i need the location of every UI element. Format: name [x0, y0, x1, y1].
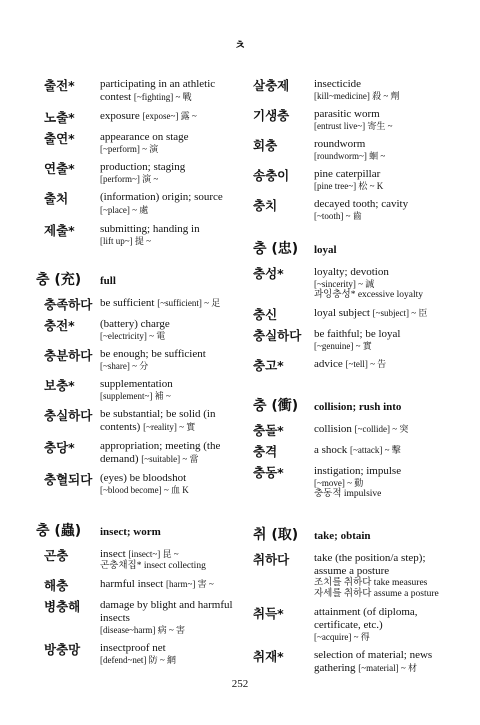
section-heading: [253, 238, 453, 258]
definition-text: be faithful; be loyal: [314, 328, 401, 340]
definition-text: loyal subject: [314, 307, 370, 319]
section-meaning: insect; worm: [100, 526, 161, 538]
definition-text: insect: [100, 548, 126, 560]
headword: 연출*: [44, 161, 75, 176]
definition-text: (eyes) be bloodshot: [100, 472, 187, 484]
gloss: [kill~medicine] 殺 ~ 劑: [314, 91, 400, 101]
definition: [314, 423, 453, 438]
definition: [100, 472, 248, 496]
definition: [314, 266, 453, 301]
entry: [36, 318, 248, 342]
definition: [100, 642, 248, 666]
headword: 출연*: [44, 131, 75, 146]
definition-text: be enough; be sufficient: [100, 348, 206, 360]
entry: [253, 266, 453, 301]
headword: 송충이: [253, 168, 290, 183]
definition-text: selection of material; news gathering: [314, 649, 433, 674]
gloss: [entrust live~] 寄生 ~: [314, 121, 393, 131]
entry: [36, 131, 248, 155]
section-syllable: 충 (蟲): [36, 523, 82, 539]
definition-text: submitting; handing in: [100, 223, 200, 235]
definition: [100, 408, 248, 434]
gloss: [~blood become] ~ 血 K: [100, 485, 189, 495]
left-column: [36, 78, 248, 672]
headword: 충격: [253, 444, 278, 459]
entry: [253, 198, 453, 222]
sub-entry: 곤충채집* insect collecting: [100, 561, 206, 571]
definition-text: insectproof net: [100, 642, 166, 654]
definition: [314, 444, 453, 459]
definition-text: decayed tooth; cavity: [314, 198, 409, 210]
gloss: [~suitable] ~ 當: [141, 454, 199, 464]
definition-text: participating in an athletic contest: [100, 78, 216, 103]
section-heading: [253, 524, 453, 544]
entry: [36, 440, 248, 466]
headword: 출전*: [44, 78, 75, 93]
headword: 살충제: [253, 78, 290, 93]
headword: 충치: [253, 198, 278, 213]
definition: [314, 307, 453, 322]
gloss: [~tooth] ~ 齒: [314, 211, 362, 221]
headword: 충당*: [44, 440, 75, 455]
gloss: [pine tree~] 松 ~ K: [314, 181, 384, 191]
headword: 충실하다: [253, 328, 302, 343]
section-syllable: 충 (忠): [253, 241, 299, 257]
definition: [100, 599, 248, 636]
definition: [100, 378, 248, 402]
entry: [36, 642, 248, 666]
definition-text: supplementation: [100, 378, 173, 390]
definition-text: pine caterpillar: [314, 168, 381, 180]
page-number: 252: [231, 678, 249, 690]
gloss: [~genuine] ~ 實: [314, 341, 372, 351]
definition-text: a shock: [314, 444, 348, 456]
entry: [253, 552, 453, 600]
definition-text: parasitic worm: [314, 108, 380, 120]
gloss: [~perform] ~ 演: [100, 144, 159, 154]
gloss: [expose~] 露 ~: [142, 111, 197, 121]
gloss: [~sincerity] ~ 誠: [314, 279, 375, 289]
definition: [100, 548, 248, 572]
entry: [253, 328, 453, 352]
entry: [253, 423, 453, 438]
headword: 충족하다: [44, 297, 93, 312]
definition: [314, 465, 453, 500]
definition: [100, 191, 248, 217]
headword: 해충: [44, 578, 69, 593]
gloss: [~move] ~ 動: [314, 478, 364, 488]
section-syllable: 충 (衝): [253, 398, 299, 414]
entry: [253, 649, 453, 675]
section-meaning: full: [100, 275, 116, 287]
definition-text: be substantial; be solid (in contents): [100, 408, 216, 433]
section-meaning: take; obtain: [314, 530, 371, 542]
entry: [253, 444, 453, 459]
definition: [314, 649, 453, 675]
section-heading: [36, 520, 248, 540]
headword: 충혈되다: [44, 472, 93, 487]
definition: [100, 297, 248, 312]
definition: [100, 110, 248, 125]
headword: 충성*: [253, 266, 284, 281]
headword: 병충해: [44, 599, 81, 614]
headword: 기생충: [253, 108, 290, 123]
definition: [100, 161, 248, 185]
headword: 노출*: [44, 110, 75, 125]
headword: 출처: [44, 191, 69, 206]
headword: 충돌*: [253, 423, 284, 438]
gloss: [supplement~] 補 ~: [100, 391, 171, 401]
headword: 충고*: [253, 358, 284, 373]
headword: 제출*: [44, 223, 75, 238]
entry: [253, 138, 453, 162]
definition: [100, 578, 248, 593]
entry: [36, 548, 248, 572]
definition-text: take (the position/a step); assume a posture: [314, 552, 426, 577]
definition: [314, 552, 453, 600]
entry: [36, 110, 248, 125]
definition: [100, 131, 248, 155]
definition: [100, 223, 248, 247]
gloss: [~fighting] ~ 戰: [133, 92, 192, 102]
headword: 방충망: [44, 642, 81, 657]
definition: [314, 198, 453, 222]
headword: 충신: [253, 307, 278, 322]
section-heading: [253, 395, 453, 415]
definition-text: loyalty; devotion: [314, 266, 389, 278]
definition-text: exposure: [100, 110, 140, 122]
entry: [253, 606, 453, 643]
entry: [253, 465, 453, 500]
definition-text: attainment (of diploma, certificate, etc.): [314, 606, 418, 631]
definition: [100, 78, 248, 104]
definition-text: roundworm: [314, 138, 366, 150]
gloss: [insect~] 昆 ~: [128, 549, 179, 559]
definition-text: advice: [314, 358, 343, 370]
gloss: [~material] ~ 材: [358, 663, 418, 673]
gloss: [disease~harm] 病 ~ 害: [100, 625, 185, 635]
headword: 충실하다: [44, 408, 93, 423]
entry: [36, 599, 248, 636]
gloss: [~electricity] ~ 電: [100, 331, 166, 341]
headword: 충전*: [44, 318, 75, 333]
definition-text: (battery) charge: [100, 318, 170, 330]
definition: [314, 78, 453, 102]
definition-text: insecticide: [314, 78, 362, 90]
entry: [36, 297, 248, 312]
definition-text: be sufficient: [100, 297, 155, 309]
definition-text: collision: [314, 423, 352, 435]
headword: 보충*: [44, 378, 75, 393]
entry: [36, 408, 248, 434]
gloss: [~acquire] ~ 得: [314, 632, 370, 642]
definition-text: harmful insect: [100, 578, 164, 590]
gloss: [roundworm~] 蛔 ~: [314, 151, 386, 161]
definition-text: appropriation; meeting (the demand): [100, 440, 221, 465]
definition: [314, 108, 453, 132]
definition: [100, 348, 248, 372]
definition-text: (information) origin; source: [100, 191, 223, 203]
entry: [36, 223, 248, 247]
right-column: [253, 78, 453, 681]
section-meaning: loyal: [314, 244, 337, 256]
definition: [314, 328, 453, 352]
entry: [36, 78, 248, 104]
gloss: [defend~net] 防 ~ 網: [100, 655, 176, 665]
gloss: [~subject] ~ 臣: [372, 308, 428, 318]
section-syllable: 충 (充): [36, 272, 82, 288]
entry: [253, 168, 453, 192]
definition: [314, 358, 453, 373]
gloss: [~collide] ~ 突: [354, 424, 409, 434]
gloss: [~reality] ~ 實: [143, 422, 196, 432]
definition: [314, 168, 453, 192]
definition: [314, 138, 453, 162]
sub-entry: 조치를 취하다 take measures: [314, 578, 428, 588]
gloss: [~tell] ~ 告: [345, 359, 387, 369]
entry: [36, 191, 248, 217]
headword: 취재*: [253, 649, 284, 664]
entry: [253, 307, 453, 322]
gloss: [lift up~] 提 ~: [100, 236, 151, 246]
sub-entry: 충동적 impulsive: [314, 489, 382, 499]
section-heading: [36, 269, 248, 289]
page-header-letter: ㅊ: [234, 38, 246, 52]
headword: 충동*: [253, 465, 284, 480]
entry: [36, 348, 248, 372]
definition-text: damage by blight and harmful insects: [100, 599, 233, 624]
gloss: [~attack] ~ 擊: [350, 445, 401, 455]
entry: [36, 472, 248, 496]
entry: [36, 378, 248, 402]
definition-text: instigation; impulse: [314, 465, 402, 477]
definition: [100, 440, 248, 466]
definition: [100, 318, 248, 342]
headword: 취득*: [253, 606, 284, 621]
headword: 곤충: [44, 548, 69, 563]
headword: 회충: [253, 138, 278, 153]
definition: [314, 606, 453, 643]
entry: [36, 578, 248, 593]
gloss: [harm~] 害 ~: [165, 579, 214, 589]
definition-text: production; staging: [100, 161, 186, 173]
gloss: [~place] ~ 處: [100, 205, 149, 215]
entry: [253, 78, 453, 102]
sub-entry: 자세를 취하다 assume a posture: [314, 589, 439, 599]
entry: [36, 161, 248, 185]
sub-entry: 과잉충성* excessive loyalty: [314, 290, 423, 300]
entry: [253, 358, 453, 373]
gloss: [~share] ~ 分: [100, 361, 149, 371]
section-syllable: 취 (取): [253, 527, 299, 543]
headword: 취하다: [253, 552, 290, 567]
section-meaning: collision; rush into: [314, 401, 402, 413]
definition-text: appearance on stage: [100, 131, 189, 143]
entry: [253, 108, 453, 132]
gloss: [~sufficient] ~ 足: [157, 298, 221, 308]
gloss: [perform~] 演 ~: [100, 174, 159, 184]
headword: 충분하다: [44, 348, 93, 363]
